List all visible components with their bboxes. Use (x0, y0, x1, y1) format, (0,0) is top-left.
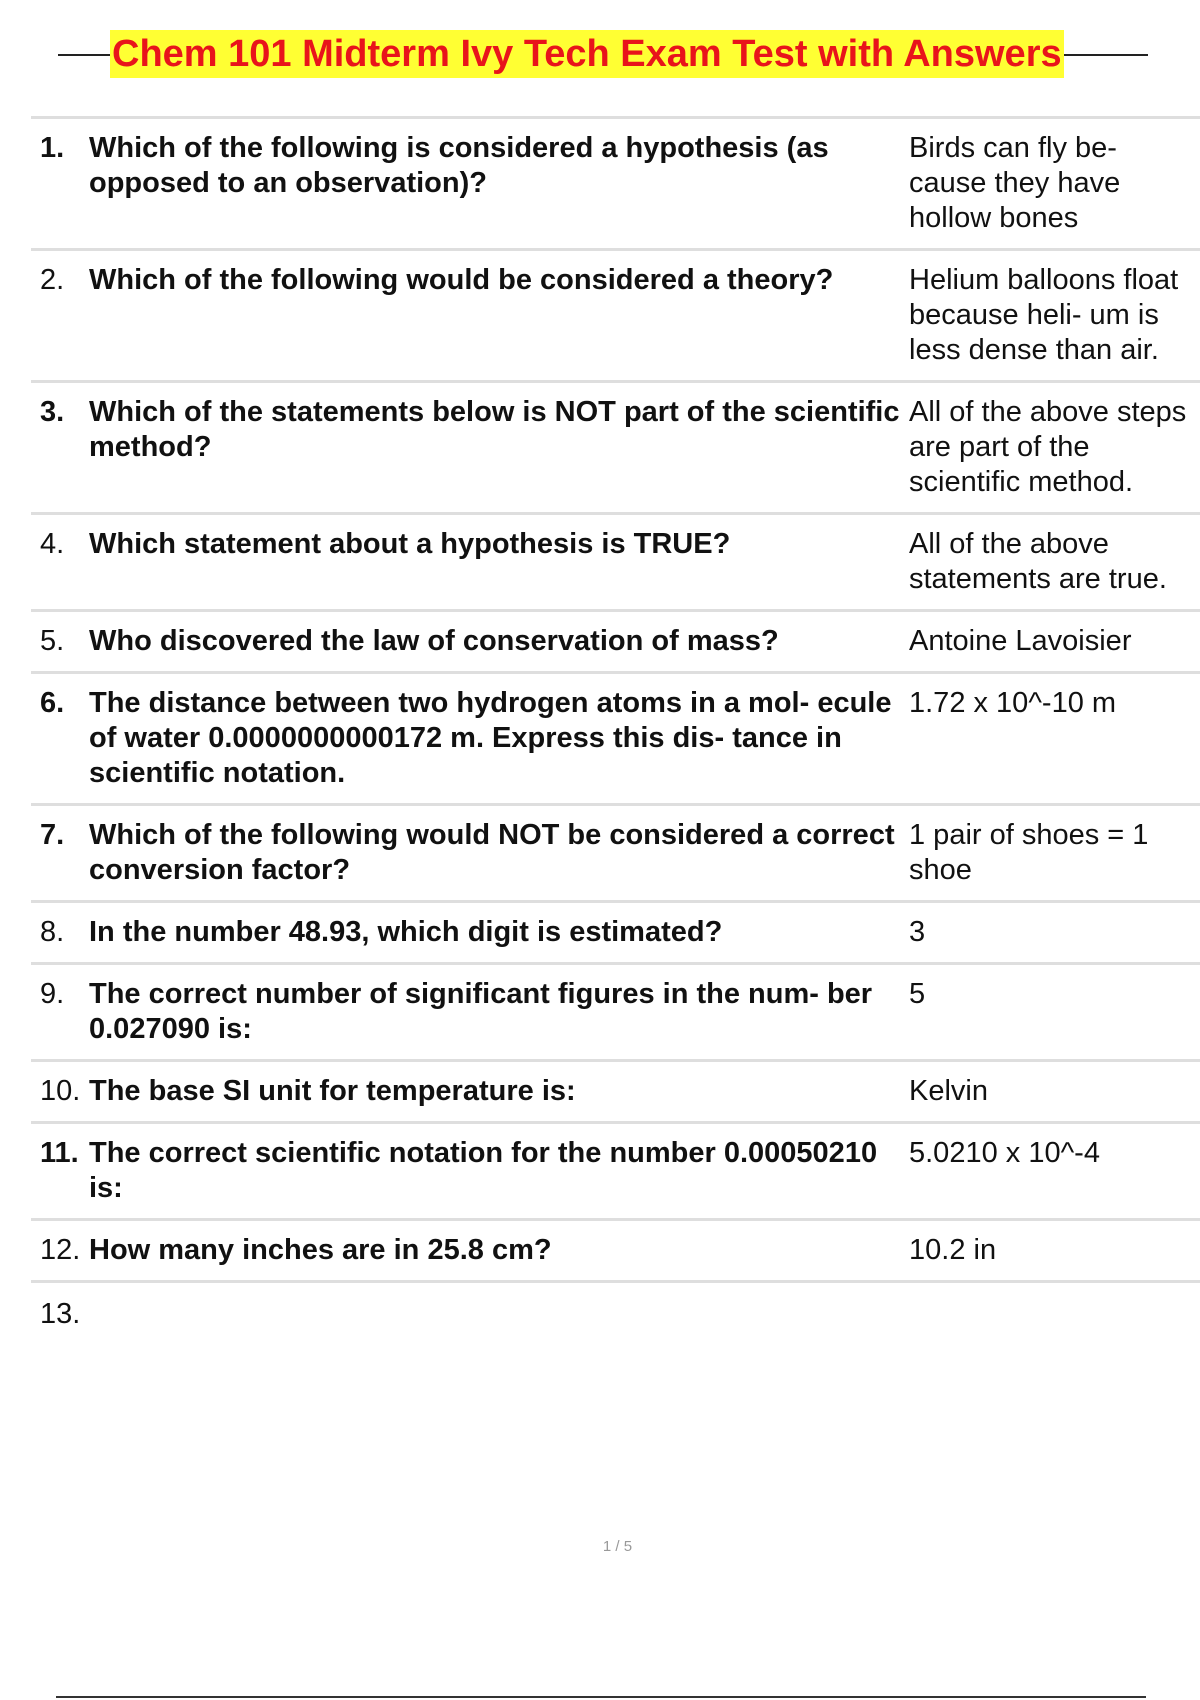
qa-row (31, 806, 1200, 903)
qa-row (31, 1124, 1200, 1221)
question-text: The distance between two hydrogen atoms in a mol- ecule of water 0.0000000000172 m. Express this dis- tance in scientific notation. (89, 687, 892, 789)
question-number: 4. (40, 528, 65, 560)
question-text: Who discovered the law of conservation of mass? (89, 625, 779, 657)
answer-text: 5 (909, 978, 926, 1010)
question-number: 12. (40, 1234, 81, 1266)
question-number: 10. (40, 1075, 81, 1107)
question-text: Which of the statements below is NOT part of the scientific method? (89, 396, 900, 463)
answer-text: Antoine Lavoisier (909, 625, 1132, 657)
answer-text: 3 (909, 916, 926, 948)
question-text: How many inches are in 25.8 cm? (89, 1234, 552, 1266)
answer-text: Birds can fly be- cause they have hollow bones (909, 132, 1121, 234)
qa-row (31, 1283, 1200, 1344)
question-number: 1. (40, 132, 65, 164)
qa-row (31, 119, 1200, 251)
qa-row (31, 515, 1200, 612)
question-text: In the number 48.93, which digit is estimated? (89, 916, 723, 948)
question-number: 8. (40, 916, 65, 948)
answer-text: 5.0210 x 10^-4 (909, 1137, 1100, 1169)
question-number: 5. (40, 625, 65, 657)
qa-row (31, 965, 1200, 1062)
answer-text: Kelvin (909, 1075, 988, 1107)
question-number: 13. (40, 1298, 81, 1330)
question-number: 7. (40, 819, 65, 851)
question-text: Which of the following is considered a hypothesis (as opposed to an observation)? (89, 132, 829, 199)
qa-row (31, 251, 1200, 383)
document-title: Chem 101 Midterm Ivy Tech Exam Test with Answers (110, 30, 1064, 78)
qa-row (31, 383, 1200, 515)
answer-text: 1.72 x 10^-10 m (909, 687, 1117, 719)
question-text (89, 1297, 909, 1332)
qa-table (31, 116, 1200, 1344)
question-text: Which of the following would be considered a theory? (89, 264, 834, 296)
answer-text (909, 1297, 1200, 1332)
qa-row (31, 903, 1200, 965)
question-text: The correct number of significant figures in the num- ber 0.027090 is: (89, 978, 873, 1045)
question-text: Which of the following would NOT be considered a correct conversion factor? (89, 819, 895, 886)
question-number: 9. (40, 978, 65, 1010)
answer-text: All of the above statements are true. (909, 528, 1167, 595)
title-row (58, 30, 1148, 78)
qa-row (31, 612, 1200, 674)
qa-row (31, 1062, 1200, 1124)
answer-text: All of the above steps are part of the scientific method. (909, 396, 1187, 498)
qa-row (31, 674, 1200, 806)
question-number: 11. (40, 1137, 79, 1169)
question-number: 3. (40, 396, 65, 428)
answer-text: 10.2 in (909, 1234, 997, 1266)
question-text: The base SI unit for temperature is: (89, 1075, 576, 1107)
question-number: 2. (40, 264, 65, 296)
qa-row (31, 1221, 1200, 1283)
page-number: 1 / 5 (602, 1538, 633, 1555)
answer-text: Helium balloons float because heli- um is less dense than air. (909, 264, 1179, 366)
bottom-rule (56, 1696, 1146, 1698)
answer-text: 1 pair of shoes = 1 shoe (909, 819, 1149, 886)
question-number: 6. (40, 687, 65, 719)
question-text: Which statement about a hypothesis is TRUE? (89, 528, 731, 560)
question-text: The correct scientific notation for the number 0.00050210 is: (89, 1137, 878, 1204)
